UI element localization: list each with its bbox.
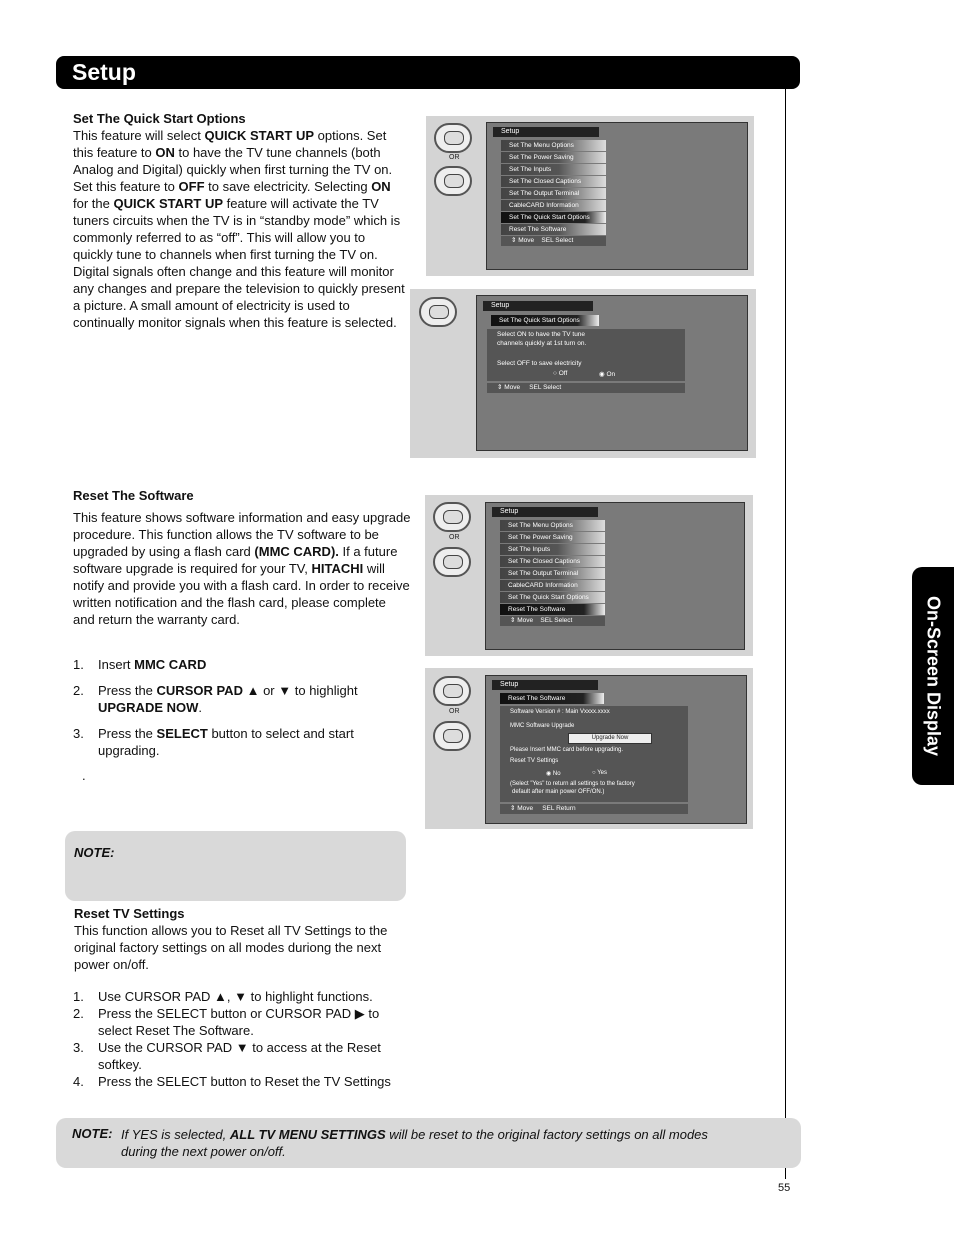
move-label: Move <box>517 617 534 624</box>
software-version: Software Version # : Main Vxxxx.xxxx <box>510 709 610 715</box>
menu-item-selected: Reset The Software <box>500 604 605 615</box>
menu-item-selected: Set The Quick Start Options <box>501 212 606 223</box>
osd-panel-quick-start <box>410 289 756 458</box>
step-text: Use the CURSOR PAD ▼ to access at the Reset softkey. <box>98 1040 381 1072</box>
step-text: or <box>259 683 279 698</box>
move-label: Move <box>518 237 535 244</box>
text-run: ALL TV MENU SETTINGS <box>229 1127 386 1142</box>
menu-list <box>500 520 605 626</box>
menu-item: Set The Closed Captions <box>500 556 605 567</box>
step-item <box>73 1073 408 1090</box>
menu-item: Set The Power Saving <box>501 152 606 163</box>
explain-line: default after main power OFF/ON.) <box>512 789 605 795</box>
select-label: Select <box>555 237 574 244</box>
reset-tv-paragraph: This function allows you to Reset all TV Settings to the original factory settings on all modes duriong the next power on/off. <box>74 923 388 972</box>
menu-footer: ⇕ Move SEL Select <box>501 236 606 246</box>
text-run: will be reset to the original factory settings on all modes during the next power on/off. <box>121 1127 708 1159</box>
reset-tv-heading: Reset TV Settings <box>74 906 185 921</box>
step-text: to highlight <box>291 683 358 698</box>
step-item <box>73 988 408 1005</box>
tv-screen <box>485 675 747 824</box>
off-option: ○ Off <box>553 370 568 377</box>
tv-screen <box>485 502 745 650</box>
step-item <box>73 682 403 716</box>
step-item <box>73 1005 408 1039</box>
menu-item: Set The Inputs <box>501 164 606 175</box>
step-text: SELECT <box>156 726 208 741</box>
menu-footer: ⇕ Move SEL Return <box>500 804 688 814</box>
step-number: 4. <box>73 1074 84 1089</box>
step-number: 3. <box>73 1040 84 1055</box>
on-option: ◉ On <box>599 371 616 378</box>
text-run: for the <box>73 196 114 211</box>
page-title-bar <box>56 56 800 89</box>
menu-item: Set The Menu Options <box>500 520 605 531</box>
off-label: Off <box>558 370 568 377</box>
text-run: If YES is selected, <box>121 1127 230 1142</box>
text-run: This feature will select <box>73 128 205 143</box>
text-run: to have the TV tune channels (both Analog and Digital) quickly when first turning the TV on. Set this feature to <box>73 145 393 194</box>
info-box <box>500 706 688 802</box>
no-option: ◉ No <box>546 771 561 777</box>
or-label: OR <box>449 708 460 715</box>
remote-select-button <box>434 123 472 153</box>
osd-panel-menu-2 <box>425 495 753 656</box>
page-number: 55 <box>778 1182 791 1194</box>
menu-item: Set The Power Saving <box>500 532 605 543</box>
text-run: If a future software upgrade is required for your TV, <box>73 544 398 576</box>
menu-item: Set The Output Terminal <box>500 568 605 579</box>
step-text: button to select and start upgrading. <box>98 726 354 758</box>
menu-item: Set The Closed Captions <box>501 176 606 187</box>
reset-paragraph <box>73 509 411 628</box>
step-number: 2. <box>73 683 84 698</box>
step-text: Press the SELECT button or CURSOR PAD ▶ to select Reset The Software. <box>98 1006 380 1038</box>
reset-tv-label: Reset TV Settings <box>510 758 559 764</box>
step-item <box>73 656 403 673</box>
step-number: 1. <box>73 657 84 672</box>
remote-select-button <box>419 297 457 327</box>
explain-line: (Select "Yes" to return all settings to the factory <box>510 781 635 787</box>
step-text: Use CURSOR PAD ▲, ▼ to highlight functions. <box>98 989 373 1004</box>
menu-item: CableCARD Information <box>501 200 606 211</box>
quick-start-paragraph <box>73 127 408 331</box>
bottom-note-label: NOTE: <box>72 1126 113 1141</box>
side-tab <box>912 567 954 785</box>
quick-start-heading: Set The Quick Start Options <box>73 111 246 126</box>
yes-label: Yes <box>597 770 607 776</box>
step-item <box>73 725 403 759</box>
sel-key: SEL <box>542 805 555 812</box>
remote-cursor-pad <box>434 166 472 196</box>
submenu-title: Reset The Software <box>500 693 604 704</box>
move-label: Move <box>517 805 534 812</box>
menu-title: Setup <box>492 680 598 690</box>
text-run: options. Set this feature to <box>73 128 387 160</box>
select-label: Select <box>543 384 562 391</box>
reset-steps <box>73 656 403 768</box>
or-label: OR <box>449 154 460 161</box>
menu-title: Setup <box>492 507 598 517</box>
yes-option: ○ Yes <box>592 770 607 776</box>
text-run: ON <box>155 145 175 160</box>
menu-item: Set The Quick Start Options <box>500 592 605 603</box>
return-label: Return <box>556 805 576 812</box>
submenu-title: Set The Quick Start Options <box>491 315 599 326</box>
step-number: 1. <box>73 989 84 1004</box>
step-text: Press the <box>98 683 157 698</box>
osd-panel-menu-1 <box>426 116 754 276</box>
info-box <box>487 329 685 381</box>
select-label: Select <box>554 617 573 624</box>
step-number: 2. <box>73 1006 84 1021</box>
menu-footer: ⇕ Move SEL Select <box>487 383 685 393</box>
text-run: HITACHI <box>311 561 364 576</box>
note-box <box>65 831 406 901</box>
reset-heading: Reset The Software <box>73 488 194 503</box>
upgrade-now-button: Upgrade Now <box>568 733 652 744</box>
vertical-rule <box>785 89 786 1179</box>
text-run: (MMC CARD). <box>254 544 339 559</box>
sel-key: SEL <box>541 237 554 244</box>
menu-title: Setup <box>493 127 599 137</box>
stray-dot: . <box>82 768 86 783</box>
step-text: UPGRADE NOW <box>98 700 199 715</box>
step-number: 3. <box>73 726 84 741</box>
sel-key: SEL <box>529 384 542 391</box>
text-run: OFF <box>178 179 205 194</box>
step-text: Press the SELECT button to Reset the TV Settings <box>98 1074 391 1089</box>
step-text: . <box>198 700 203 715</box>
text-run: QUICK START UP <box>113 196 224 211</box>
text-run: This feature shows software information and easy upgrade procedure. This function allows the TV software to be upgraded by using a flash card <box>73 510 411 559</box>
side-tab-label: On-Screen Display <box>923 595 944 757</box>
sel-key: SEL <box>540 617 553 624</box>
step-text: Insert <box>98 657 135 672</box>
reset-tv-steps <box>73 988 408 1090</box>
tv-screen <box>486 122 748 270</box>
bottom-note-text <box>121 1126 741 1160</box>
menu-item: Reset The Software <box>501 224 606 235</box>
menu-item: Set The Menu Options <box>501 140 606 151</box>
insert-instruction: Please Insert MMC card before upgrading. <box>510 747 624 753</box>
step-item <box>73 1039 408 1073</box>
menu-title: Setup <box>483 301 593 311</box>
menu-footer: ⇕ Move SEL Select <box>500 616 605 626</box>
no-label: No <box>552 771 561 777</box>
remote-cursor-pad <box>433 721 471 751</box>
menu-item: Set The Output Terminal <box>501 188 606 199</box>
step-text: Press the <box>98 726 157 741</box>
text-run: will notify and provide you with a flash card. In order to receive written notification and the flash card, please complete and return the warranty card. <box>73 561 410 627</box>
move-label: Move <box>504 384 521 391</box>
text-run: feature will activate the TV tuners circuits when the TV is in “standby mode” which is commonly referred to as “off”. This will allow you to quickly tune to channels when first turning the TV on. Digital signals often change and this feature will monitor any changes and prepare the television to quickly present a picture. A small amount of electricity is used to continually monitor signals when this feature is selected. <box>73 196 405 330</box>
remote-select-button <box>433 676 471 706</box>
tv-screen <box>476 295 748 451</box>
mmc-upgrade-label: MMC Software Upgrade <box>510 723 575 729</box>
text-run: to save electricity. Selecting <box>204 179 372 194</box>
info-line: channels quickly at 1st turn on. <box>497 340 587 347</box>
page-title: Setup <box>72 59 136 85</box>
bottom-note-box <box>56 1118 801 1168</box>
step-text: CURSOR PAD ▲ <box>156 683 260 698</box>
menu-item: CableCARD Information <box>500 580 605 591</box>
step-text: MMC CARD <box>134 657 207 672</box>
text-run: QUICK START UP <box>204 128 315 143</box>
remote-cursor-pad <box>433 547 471 577</box>
menu-item: Set The Inputs <box>500 544 605 555</box>
or-label: OR <box>449 534 460 541</box>
info-line: Select ON to have the TV tune <box>497 331 586 338</box>
text-run: ON <box>371 179 391 194</box>
step-text: ▼ <box>278 683 292 698</box>
menu-list <box>501 140 606 246</box>
remote-select-button <box>433 502 471 532</box>
osd-panel-reset-software <box>425 668 753 829</box>
info-line: Select OFF to save electricity <box>497 360 582 367</box>
note-label: NOTE: <box>74 845 115 860</box>
on-label: On <box>606 371 616 378</box>
